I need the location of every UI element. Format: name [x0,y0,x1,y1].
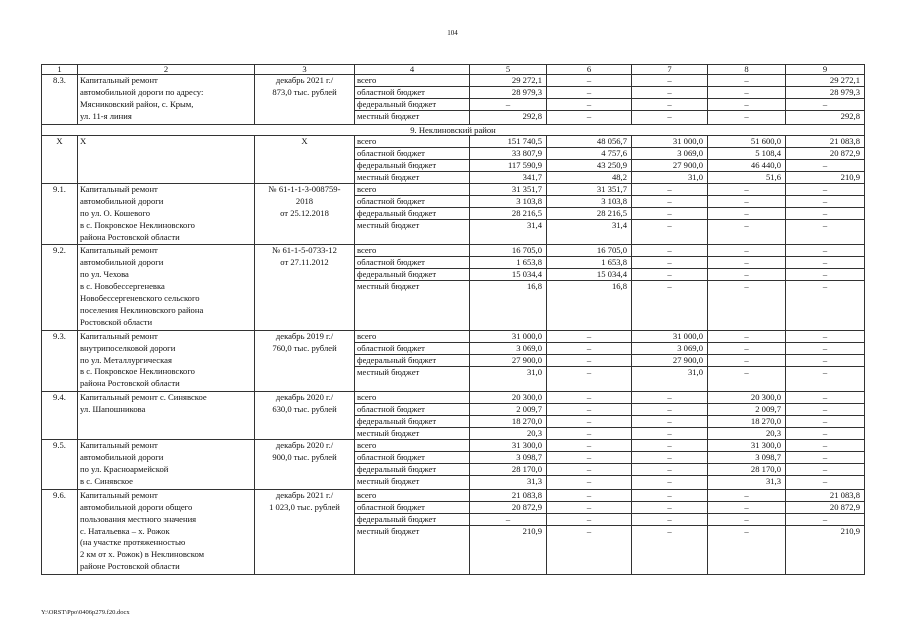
object-name-line: с. Натальевка – х. Рожок [80,525,170,536]
amount-v8: 5 108,4 [708,147,786,159]
amount-v6: 28 216,5 [547,207,632,219]
amount-v6: 1 653,8 [547,257,632,269]
row-number: 9.4. [42,392,78,440]
document-line: № 61-1-1-3-008759- [268,183,341,194]
amount-v9: – [786,219,865,245]
table-row [42,392,865,404]
object-name-line: в с. Покровское Неклиновского [80,366,195,377]
funding-source: местный бюджет [355,219,470,245]
header-cell-6: 6 [547,65,632,75]
amount-v5: 31 351,7 [470,183,547,195]
amount-v5: 210,9 [470,525,547,574]
amount-v5: 31,4 [470,219,547,245]
amount-v6: – [547,452,632,464]
table-row [42,183,865,195]
amount-v9: – [786,207,865,219]
amount-v5: 20 300,0 [470,392,547,404]
amount-v9: – [786,245,865,257]
amount-v9: – [786,513,865,525]
header-cell-8: 8 [708,65,786,75]
funding-source: областной бюджет [355,342,470,354]
amount-v9: 28 979,3 [786,87,865,99]
amount-v9: – [786,464,865,476]
amount-v9: – [786,354,865,366]
object-name-cell [78,489,255,574]
amount-v6: – [547,416,632,428]
document-cell [255,75,355,125]
table-row [42,75,865,87]
amount-v9: – [786,257,865,269]
amount-v8: – [708,269,786,281]
amount-v7: – [632,513,708,525]
row-number: 9.5. [42,440,78,490]
funding-source: всего [355,245,470,257]
amount-v5: 28 170,0 [470,464,547,476]
funding-source: местный бюджет [355,476,470,490]
funding-source: всего [355,440,470,452]
amount-v8: – [708,342,786,354]
amount-v5: 20,3 [470,428,547,440]
amount-v8: – [708,257,786,269]
amount-v6: – [547,330,632,342]
funding-source: федеральный бюджет [355,269,470,281]
amount-v8: 20 300,0 [708,392,786,404]
object-name-line: внутрипоселковой дороги [80,342,176,353]
funding-source: областной бюджет [355,257,470,269]
amount-v6: – [547,111,632,125]
funding-source: всего [355,135,470,147]
header-cell-3: 3 [255,65,355,75]
funding-source: местный бюджет [355,171,470,183]
object-name-line: поселения Неклиновского района [80,304,204,315]
object-name-line: Капитальный ремонт [80,75,158,85]
row-number: Х [42,135,78,183]
document-line: декабрь 2021 г./ [275,489,334,500]
amount-v9: 210,9 [786,525,865,574]
amount-v5: 21 083,8 [470,489,547,501]
object-name-line: автомобильной дороги [80,452,164,463]
amount-v8: 31 300,0 [708,440,786,452]
amount-v7: 3 069,0 [632,342,708,354]
document-cell [255,135,355,183]
row-number: 9.6. [42,489,78,574]
amount-v9: – [786,195,865,207]
funding-source: местный бюджет [355,111,470,125]
object-name-line: (на участке протяженностью [80,537,186,548]
amount-v9: – [786,159,865,171]
amount-v7: – [632,207,708,219]
document-line: № 61-1-5-0733-12 [272,245,337,256]
amount-v7: – [632,281,708,330]
object-name-line: по ул. Металлургическая [80,354,172,365]
amount-v5: – [470,99,547,111]
amount-v9: 21 083,8 [786,135,865,147]
amount-v5: 31,0 [470,366,547,392]
document-line: от 25.12.2018 [280,207,329,218]
amount-v8: 18 270,0 [708,416,786,428]
amount-v6: 31,4 [547,219,632,245]
object-name-line: Капитальный ремонт [80,440,158,451]
funding-source: всего [355,489,470,501]
amount-v7: – [632,87,708,99]
object-name-line: автомобильной дороги общего [80,501,193,512]
object-name-line: Капитальный ремонт [80,183,158,194]
amount-v7: 31,0 [632,171,708,183]
document-line: декабрь 2020 г./ [275,392,334,403]
amount-v5: 29 272,1 [470,75,547,87]
amount-v8: – [708,281,786,330]
object-name-line: автомобильной дороги [80,195,164,206]
amount-v8: – [708,330,786,342]
amount-v6: – [547,489,632,501]
page-number: 104 [447,29,458,37]
amount-v8: 28 170,0 [708,464,786,476]
amount-v8: 2 009,7 [708,404,786,416]
funding-source: всего [355,75,470,87]
funding-source: федеральный бюджет [355,416,470,428]
funding-source: федеральный бюджет [355,207,470,219]
document-cell [255,245,355,330]
amount-v8: 51,6 [708,171,786,183]
funding-source: областной бюджет [355,195,470,207]
amount-v8: – [708,183,786,195]
object-name-line: пользования местного значения [80,513,197,524]
document-line: 873,0 тыс. рублей [272,86,337,97]
amount-v5: 31 000,0 [470,330,547,342]
funding-source: федеральный бюджет [355,513,470,525]
amount-v6: – [547,342,632,354]
amount-v6: – [547,513,632,525]
document-line: декабрь 2020 г./ [275,440,334,451]
amount-v7: – [632,501,708,513]
header-cell-1: 1 [42,65,78,75]
object-name-line: района Ростовской области [80,231,180,242]
amount-v8: – [708,219,786,245]
amount-v5: 341,7 [470,171,547,183]
object-name-line: районе Ростовской области [80,561,180,572]
object-name-cell [78,75,255,125]
amount-v8: – [708,99,786,111]
amount-v5: 31 300,0 [470,440,547,452]
amount-v8: – [708,195,786,207]
document-cell [255,183,355,245]
amount-v6: 4 757,6 [547,147,632,159]
amount-v7: – [632,269,708,281]
amount-v5: 1 653,8 [470,257,547,269]
amount-v9: – [786,404,865,416]
amount-v5: 20 872,9 [470,501,547,513]
amount-v7: 31 000,0 [632,330,708,342]
amount-v8: – [708,354,786,366]
amount-v9: – [786,183,865,195]
object-name-line: Капитальный ремонт [80,489,158,500]
document-line: 1 023,0 тыс. рублей [269,501,340,512]
amount-v8: – [708,366,786,392]
funding-source: федеральный бюджет [355,159,470,171]
object-name-line: в с. Новобессергеневка [80,281,165,292]
amount-v6: – [547,392,632,404]
amount-v8: – [708,207,786,219]
amount-v6: – [547,464,632,476]
header-row [42,65,865,75]
amount-v9: – [786,392,865,404]
amount-v6: 43 250,9 [547,159,632,171]
object-name-line: Х [80,135,87,146]
document-line: 2018 [295,195,314,206]
object-name-cell [78,330,255,392]
amount-v7: – [632,219,708,245]
object-name-line: Мясниковский район, с. Крым, [80,98,194,109]
amount-v7: – [632,440,708,452]
funding-source: федеральный бюджет [355,354,470,366]
amount-v7: 27 900,0 [632,354,708,366]
amount-v5: 28 216,5 [470,207,547,219]
amount-v5: 3 098,7 [470,452,547,464]
amount-v6: 48,2 [547,171,632,183]
funding-source: всего [355,392,470,404]
object-name-line: ул. Шапошникова [80,404,146,415]
amount-v7: – [632,183,708,195]
amount-v5: 151 740,5 [470,135,547,147]
amount-v7: – [632,75,708,87]
amount-v6: 16 705,0 [547,245,632,257]
object-name-line: автомобильной дороги по адресу: [80,86,204,97]
amount-v5: 3 103,8 [470,195,547,207]
amount-v6: 3 103,8 [547,195,632,207]
object-name-line: Капитальный ремонт [80,245,158,256]
amount-v7: – [632,245,708,257]
header-cell-7: 7 [632,65,708,75]
document-line: декабрь 2019 г./ [275,330,334,341]
amount-v8: – [708,75,786,87]
file-path: Y:\ORST\Ppo\0406p279.f20.docx [41,609,130,616]
amount-v9: 292,8 [786,111,865,125]
amount-v7: 31,0 [632,366,708,392]
amount-v9: 21 083,8 [786,489,865,501]
amount-v6: – [547,87,632,99]
document-line: 900,0 тыс. рублей [272,452,337,463]
amount-v6: – [547,404,632,416]
funding-source: местный бюджет [355,525,470,574]
amount-v9: 210,9 [786,171,865,183]
object-name-cell [78,135,255,183]
funding-source: всего [355,330,470,342]
amount-v6: – [547,525,632,574]
object-name-line: по ул. О. Кошевого [80,207,150,218]
amount-v6: 48 056,7 [547,135,632,147]
amount-v7: – [632,452,708,464]
amount-v6: – [547,428,632,440]
amount-v7: – [632,464,708,476]
amount-v6: – [547,99,632,111]
amount-v7: – [632,416,708,428]
amount-v9: – [786,330,865,342]
amount-v5: 33 807,9 [470,147,547,159]
row-number: 9.1. [42,183,78,245]
object-name-cell [78,183,255,245]
amount-v8: – [708,525,786,574]
funding-source: федеральный бюджет [355,99,470,111]
section-row [42,124,865,135]
amount-v8: – [708,501,786,513]
object-name-line: Капитальный ремонт [80,330,158,341]
object-name-cell [78,392,255,440]
amount-v5: 16 705,0 [470,245,547,257]
object-name-line: в с. Синявское [80,475,133,486]
amount-v6: 15 034,4 [547,269,632,281]
amount-v8: – [708,489,786,501]
document-line: 760,0 тыс. рублей [272,342,337,353]
amount-v6: – [547,440,632,452]
header-cell-5: 5 [470,65,547,75]
amount-v8: 31,3 [708,476,786,490]
object-name-cell [78,245,255,330]
document-cell [255,489,355,574]
amount-v9: – [786,342,865,354]
amount-v9: 20 872,9 [786,501,865,513]
amount-v8: – [708,513,786,525]
amount-v7: – [632,404,708,416]
amount-v9: – [786,476,865,490]
object-name-cell [78,440,255,490]
funding-source: областной бюджет [355,147,470,159]
amount-v8: – [708,111,786,125]
header-cell-2: 2 [78,65,255,75]
amount-v7: 3 069,0 [632,147,708,159]
table-row [42,489,865,501]
amount-v5: 292,8 [470,111,547,125]
amount-v7: – [632,428,708,440]
table-row [42,330,865,342]
table-row [42,135,865,147]
amount-v7: – [632,257,708,269]
amount-v9: – [786,366,865,392]
funding-source: местный бюджет [355,366,470,392]
amount-v5: 28 979,3 [470,87,547,99]
funding-source: областной бюджет [355,404,470,416]
amount-v5: 31,3 [470,476,547,490]
amount-v7: – [632,111,708,125]
row-number: 8.3. [42,75,78,125]
amount-v8: 51 600,0 [708,135,786,147]
amount-v6: – [547,75,632,87]
object-name-line: по ул. Чехова [80,269,129,280]
amount-v6: – [547,476,632,490]
amount-v6: – [547,354,632,366]
funding-source: местный бюджет [355,281,470,330]
amount-v7: 31 000,0 [632,135,708,147]
amount-v7: – [632,489,708,501]
amount-v7: 27 900,0 [632,159,708,171]
amount-v5: 3 069,0 [470,342,547,354]
amount-v8: 20,3 [708,428,786,440]
document-line: 630,0 тыс. рублей [272,404,337,415]
amount-v9: – [786,269,865,281]
funding-source: областной бюджет [355,87,470,99]
amount-v7: – [632,392,708,404]
amount-v9: – [786,428,865,440]
document-cell [255,330,355,392]
object-name-line: Новобессергеневского сельского [80,293,200,304]
document-line: декабрь 2021 г./ [275,75,334,85]
amount-v8: – [708,245,786,257]
amount-v5: 117 590,9 [470,159,547,171]
amount-v6: 31 351,7 [547,183,632,195]
object-name-line: автомобильной дороги [80,257,164,268]
amount-v9: – [786,99,865,111]
amount-v9: – [786,281,865,330]
funding-source: областной бюджет [355,501,470,513]
table-body [42,65,865,575]
amount-v5: 27 900,0 [470,354,547,366]
amount-v9: 20 872,9 [786,147,865,159]
amount-v7: – [632,195,708,207]
amount-v8: 3 098,7 [708,452,786,464]
header-cell-4: 4 [355,65,470,75]
amount-v5: 16,8 [470,281,547,330]
document-line: от 27.11.2012 [280,257,329,268]
amount-v5: 15 034,4 [470,269,547,281]
object-name-line: района Ростовской области [80,378,180,389]
row-number: 9.3. [42,330,78,392]
header-cell-9: 9 [786,65,865,75]
amount-v5: 2 009,7 [470,404,547,416]
amount-v5: 18 270,0 [470,416,547,428]
funding-source: областной бюджет [355,452,470,464]
document-cell [255,440,355,490]
amount-v8: – [708,87,786,99]
table-row [42,245,865,257]
table-row [42,440,865,452]
object-name-line: в с. Покровское Неклиновского [80,219,195,230]
amount-v8: 46 440,0 [708,159,786,171]
funding-source: всего [355,183,470,195]
amount-v5: – [470,513,547,525]
funding-source: местный бюджет [355,428,470,440]
object-name-line: Капитальный ремонт с. Синявское [80,392,207,403]
section-title: 9. Неклиновский район [42,124,865,135]
document-cell [255,392,355,440]
amount-v7: – [632,99,708,111]
funding-source: федеральный бюджет [355,464,470,476]
amount-v6: 16,8 [547,281,632,330]
amount-v6: – [547,366,632,392]
budget-table [41,64,865,575]
amount-v6: – [547,501,632,513]
amount-v9: 29 272,1 [786,75,865,87]
amount-v9: – [786,452,865,464]
row-number: 9.2. [42,245,78,330]
document-line: Х [301,135,308,146]
object-name-line: Ростовской области [80,316,153,327]
amount-v9: – [786,416,865,428]
amount-v7: – [632,525,708,574]
object-name-line: по ул. Красноармейской [80,464,169,474]
object-name-line: ул. 11-я линия [80,110,132,121]
amount-v7: – [632,476,708,490]
amount-v9: – [786,440,865,452]
object-name-line: 2 км от х. Рожок) в Неклиновском [80,549,205,560]
